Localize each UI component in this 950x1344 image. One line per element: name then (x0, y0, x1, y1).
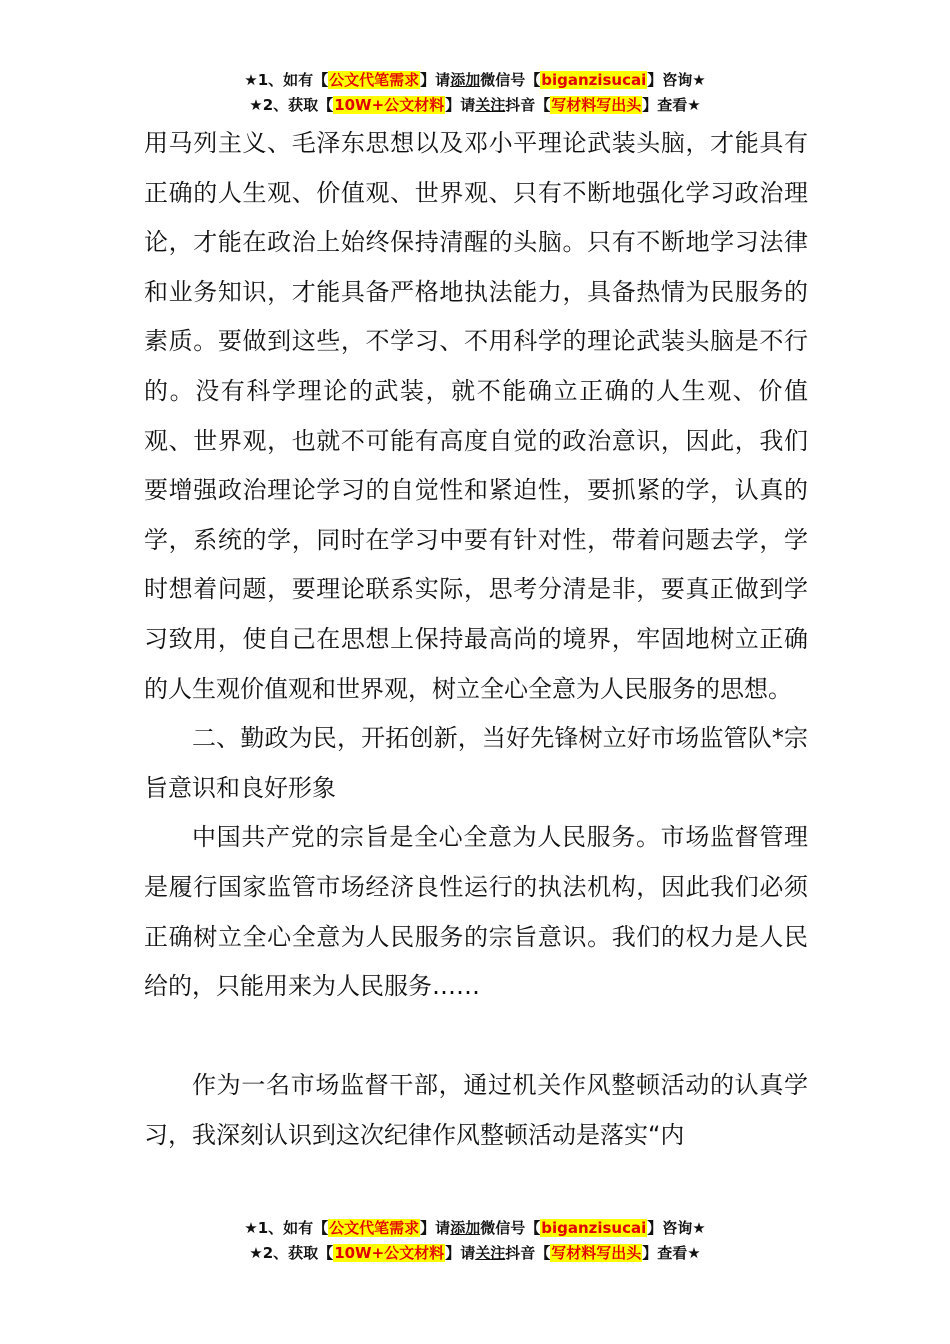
highlight-wechat-id: biganzisucai (541, 71, 647, 89)
highlight-wechat-id: biganzisucai (541, 1219, 647, 1237)
paragraph-2: 中国共产党的宗旨是全心全意为人民服务。市场监督管理是履行国家监管市场经济良性运行的执法机构，因此我们必须正确树立全心全意为人民服务的宗旨意识。我们的权力是人民给的，只能用来为人民服务…… (144, 823, 808, 1001)
highlight-douyin-account: 写材料写出头 (551, 96, 642, 114)
header-line-2: ★2、获取【10W+公文材料】请关注抖音【写材料写出头】查看★ (249, 96, 701, 114)
highlight-douyin-account: 写材料写出头 (551, 1244, 642, 1262)
blank-line (144, 1012, 808, 1062)
highlight-service: 公文代笔需求 (329, 1219, 420, 1237)
paragraph-1: 用马列主义、毛泽东思想以及邓小平理论武装头脑，才能具有正确的人生观、价值观、世界观、只有不断地强化学习政治理论，才能在政治上始终保持清醒的头脑。只有不断地学习法律和业务知识，才能具备严格地执法能力，具备热情为民服务的素质。要做到这些，不学习、不用科学的理论武装头脑是不行的。没有科学理论的武装，就不能确立正确的人生观、价值观、世界观，也就不可能有高度自觉的政治意识，因此，我们要增强政治理论学习的自觉性和紧迫性，要抓紧的学，认真的学，系统的学，同时在学习中要有针对性，带着问题去学，学时想着问题，要理论联系实际，思考分清是非，要真正做到学习致用，使自己在思想上保持最高尚的境界，牢固地树立正确的人生观价值观和世界观，树立全心全意为人民服务的思想。 (144, 129, 808, 703)
header-banner (0, 68, 950, 118)
highlight-materials: 10W+公文材料 (334, 1244, 445, 1262)
paragraph-3: 作为一名市场监督干部，通过机关作风整顿活动的认真学习，我深刻认识到这次纪律作风整顿活动是落实“内 (144, 1071, 808, 1149)
highlight-service: 公文代笔需求 (329, 71, 420, 89)
highlight-materials: 10W+公文材料 (334, 96, 445, 114)
header-line-1: ★1、如有【公文代笔需求】请添加微信号【biganzisucai】咨询★ (244, 71, 706, 89)
document-body (144, 119, 808, 1160)
footer-line-1: ★1、如有【公文代笔需求】请添加微信号【biganzisucai】咨询★ (244, 1219, 706, 1237)
footer-banner (0, 1216, 950, 1266)
footer-line-2: ★2、获取【10W+公文材料】请关注抖音【写材料写出头】查看★ (249, 1244, 701, 1262)
section-heading: 二、勤政为民，开拓创新，当好先锋树立好市场监管队*宗旨意识和良好形象 (144, 724, 808, 802)
